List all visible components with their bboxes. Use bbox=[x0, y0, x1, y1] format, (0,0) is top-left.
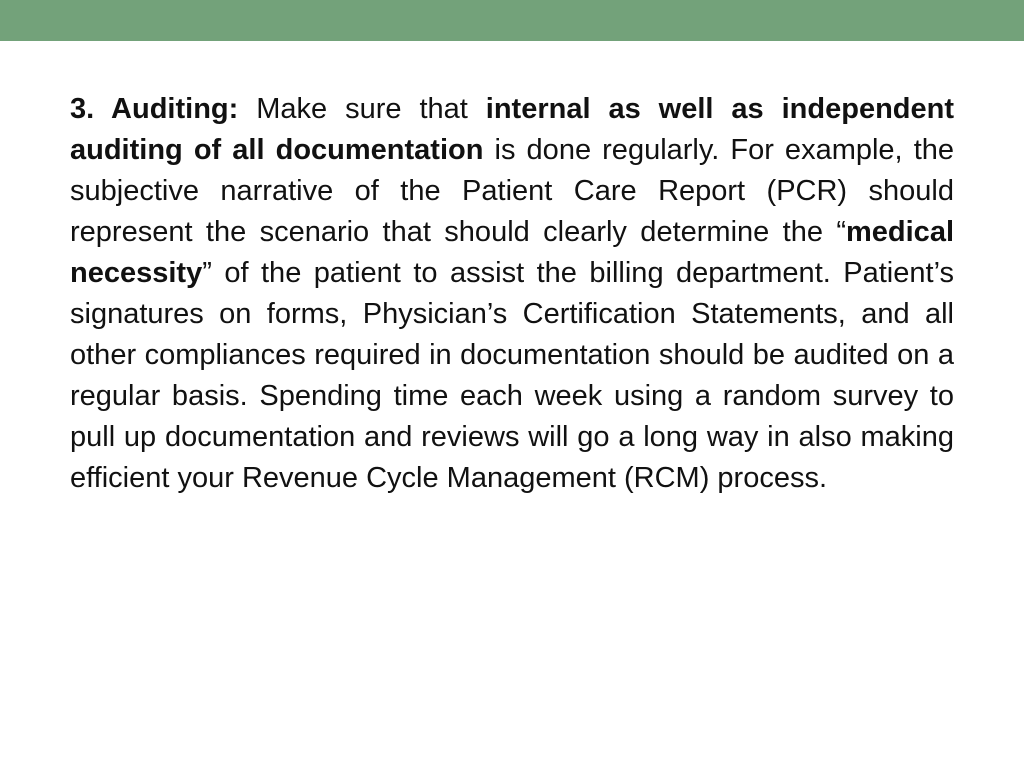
auditing-paragraph bbox=[70, 89, 954, 499]
paragraph-text-3: ” of the patient to assist the billing department. Patient’s signatures on forms, Physician’s Certification Statements, and all other compliances required in documentation should be audited on a regular basis. Spending time each week using a random survey to pull up documentation and reviews will go a long way in also making efficient your Revenue Cycle Management (RCM) process. bbox=[70, 257, 954, 494]
emphasis-medical-necessity: medical necessity bbox=[70, 216, 954, 289]
header-accent-bar bbox=[0, 0, 1024, 41]
paragraph-text-2: is done regularly. For example, the subjective narrative of the Patient Care Report (PCR) should represent the scenario that should clearly determine the “ bbox=[70, 134, 955, 248]
paragraph-text-1: Make sure that bbox=[238, 93, 486, 125]
emphasis-auditing-scope: internal as well as independent auditing of all documentation bbox=[70, 93, 955, 166]
section-heading: 3. Auditing: bbox=[70, 93, 239, 125]
